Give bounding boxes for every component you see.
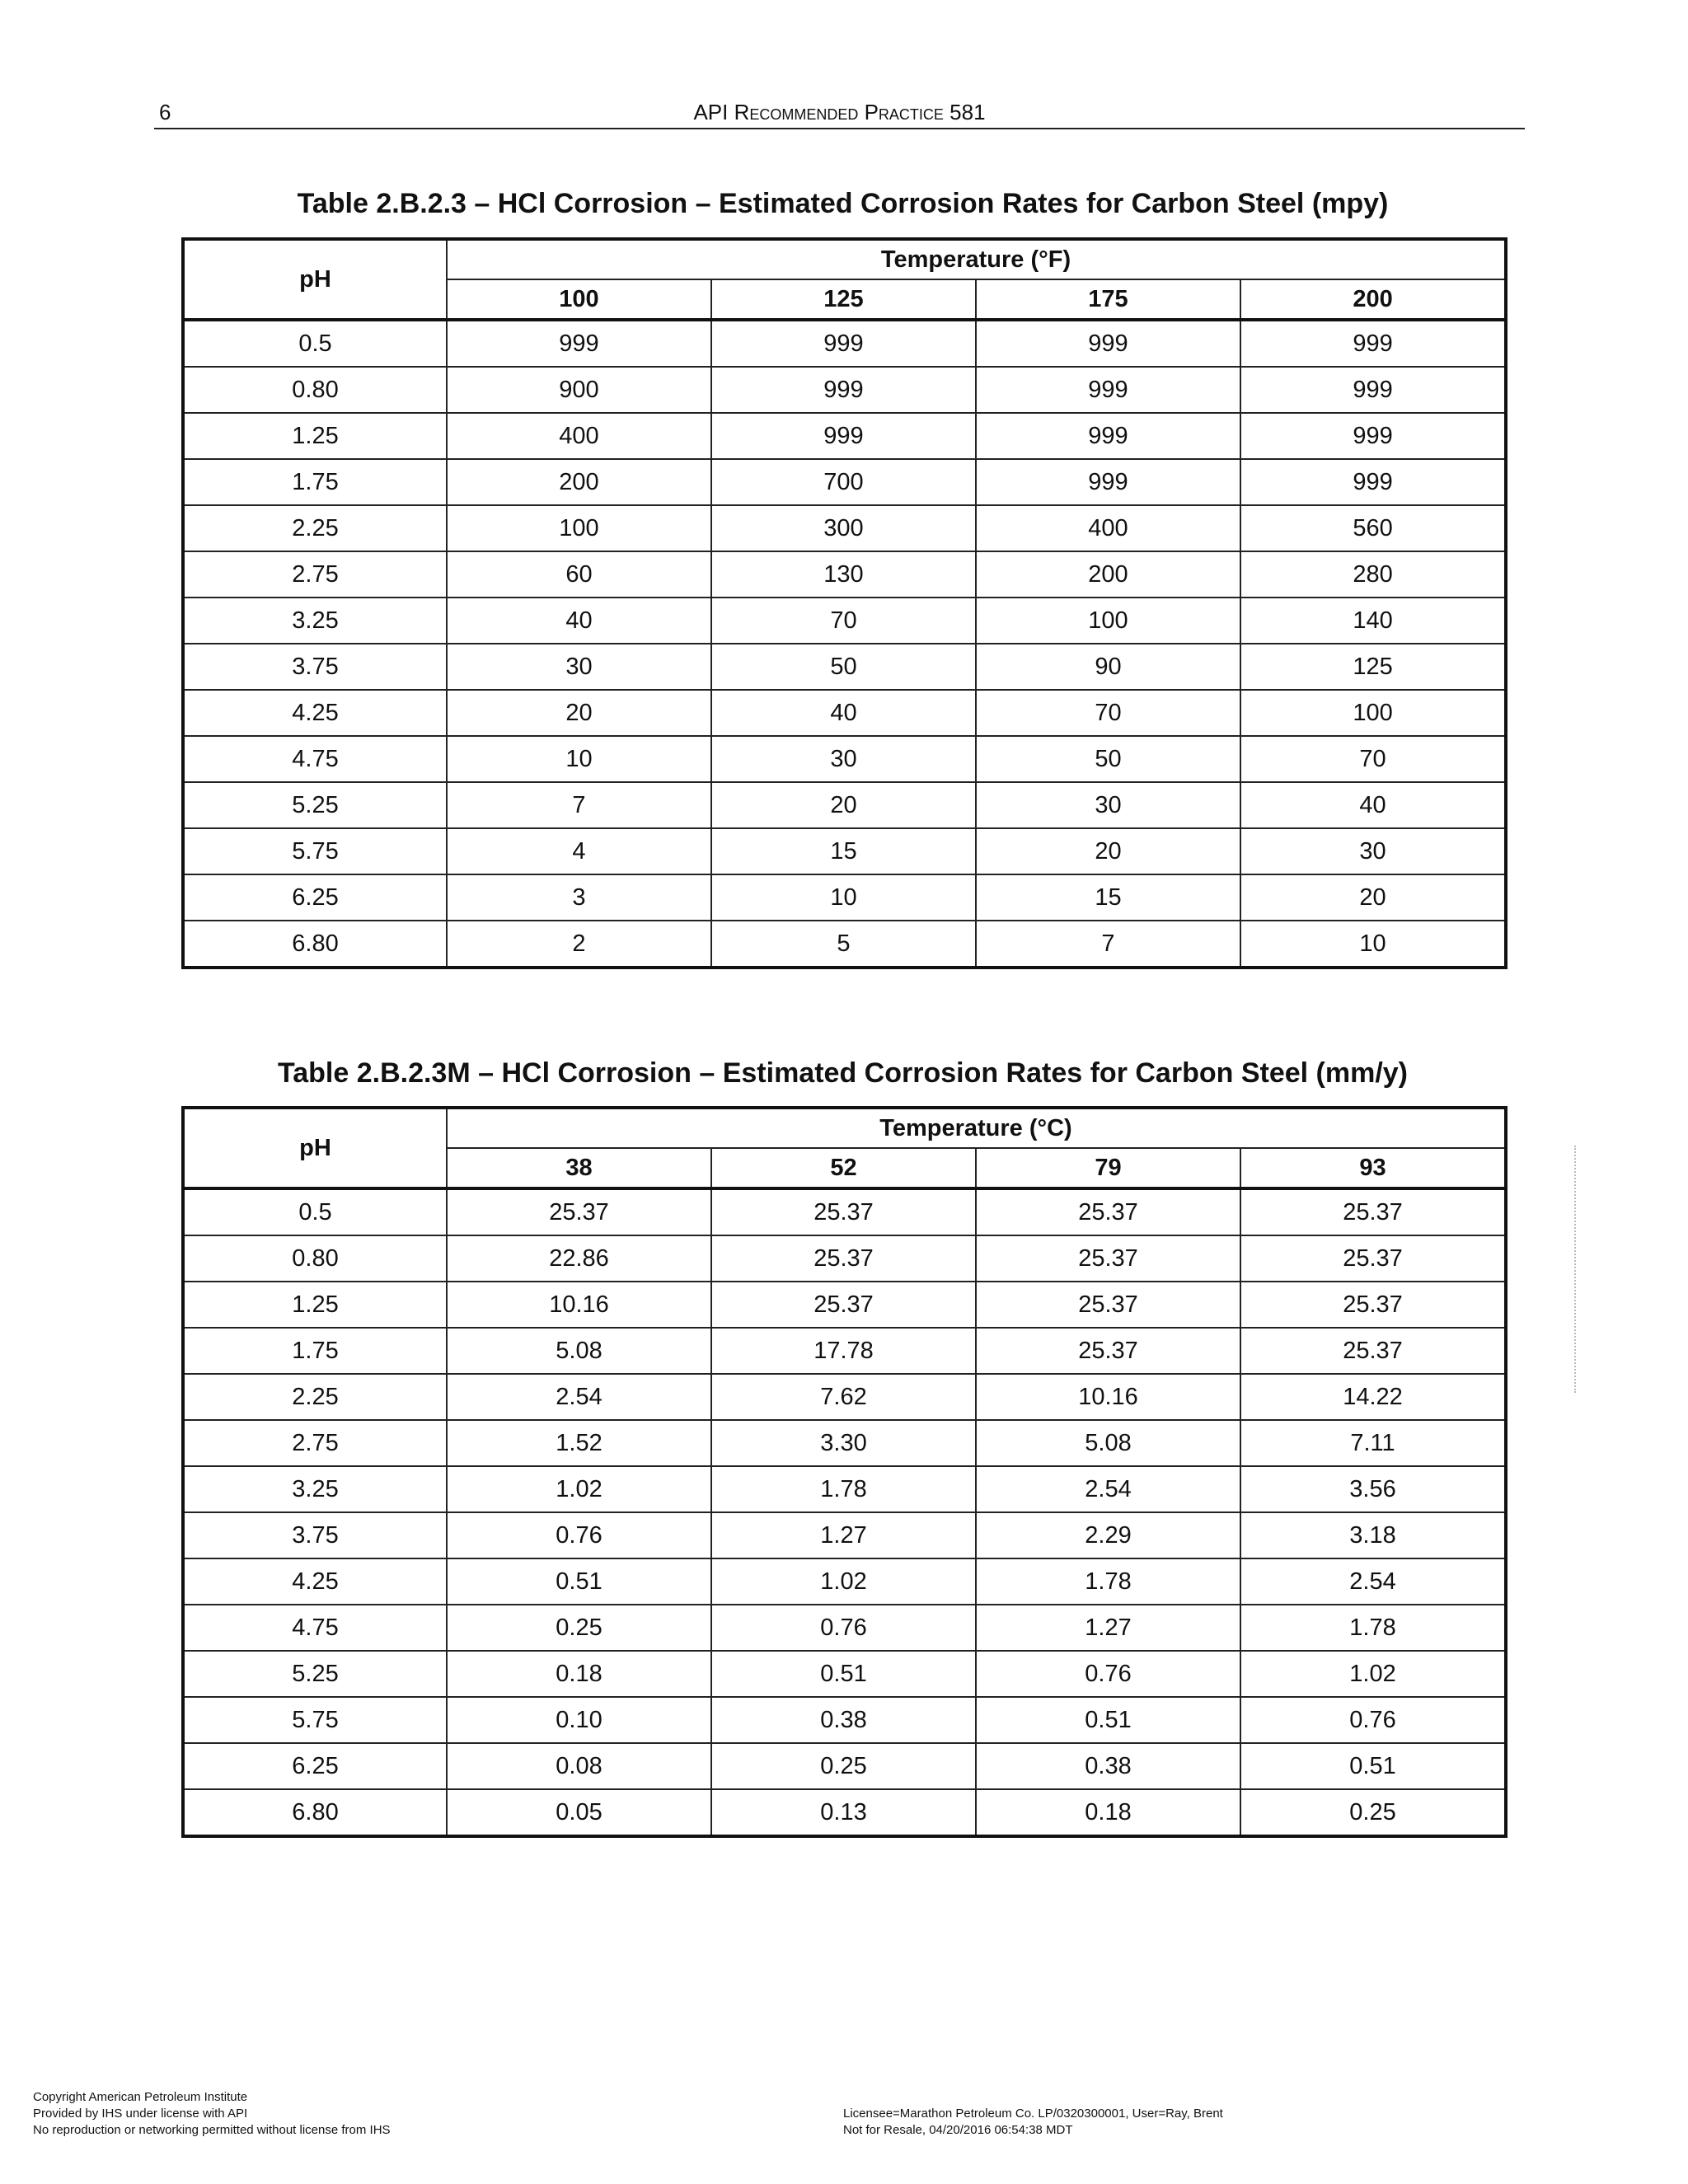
corrosion-rate-cell: 200 bbox=[447, 459, 711, 505]
table-row bbox=[183, 1697, 1506, 1743]
table-row bbox=[183, 551, 1506, 598]
corrosion-rate-cell: 999 bbox=[447, 320, 711, 367]
scan-edge-marks bbox=[1574, 1146, 1578, 1393]
corrosion-rate-cell: 25.37 bbox=[1240, 1235, 1506, 1282]
corrosion-rate-cell: 90 bbox=[976, 644, 1240, 690]
corrosion-rate-cell: 1.52 bbox=[447, 1420, 711, 1466]
corrosion-rate-cell: 0.51 bbox=[976, 1697, 1240, 1743]
table-row bbox=[183, 1188, 1506, 1235]
corrosion-rate-cell: 40 bbox=[447, 598, 711, 644]
corrosion-rate-cell: 30 bbox=[711, 736, 976, 782]
ph-value-cell: 5.25 bbox=[183, 782, 447, 828]
table-row bbox=[183, 598, 1506, 644]
corrosion-rate-cell: 0.76 bbox=[447, 1512, 711, 1558]
table-row bbox=[183, 690, 1506, 736]
corrosion-rate-cell: 10 bbox=[711, 874, 976, 921]
corrosion-rate-cell: 25.37 bbox=[711, 1282, 976, 1328]
corrosion-rate-cell: 100 bbox=[1240, 690, 1506, 736]
corrosion-rate-cell: 2 bbox=[447, 921, 711, 968]
corrosion-rate-cell: 0.38 bbox=[711, 1697, 976, 1743]
corrosion-rate-cell: 70 bbox=[976, 690, 1240, 736]
corrosion-rate-cell: 1.02 bbox=[1240, 1651, 1506, 1697]
corrosion-rate-cell: 25.37 bbox=[1240, 1188, 1506, 1235]
ph-column-header: pH bbox=[183, 239, 447, 320]
corrosion-rate-cell: 17.78 bbox=[711, 1328, 976, 1374]
temperature-column-header: 175 bbox=[976, 279, 1240, 320]
corrosion-rate-cell: 300 bbox=[711, 505, 976, 551]
corrosion-rate-cell: 0.13 bbox=[711, 1789, 976, 1836]
corrosion-rate-cell: 40 bbox=[1240, 782, 1506, 828]
corrosion-rate-cell: 2.29 bbox=[976, 1512, 1240, 1558]
ph-value-cell: 6.25 bbox=[183, 874, 447, 921]
ph-value-cell: 5.75 bbox=[183, 1697, 447, 1743]
table-row bbox=[183, 874, 1506, 921]
corrosion-rate-cell: 25.37 bbox=[976, 1188, 1240, 1235]
temperature-column-header: 79 bbox=[976, 1148, 1240, 1188]
corrosion-rate-cell: 5.08 bbox=[976, 1420, 1240, 1466]
ph-value-cell: 6.80 bbox=[183, 1789, 447, 1836]
table-row bbox=[183, 782, 1506, 828]
corrosion-rate-cell: 5.08 bbox=[447, 1328, 711, 1374]
corrosion-rate-cell: 900 bbox=[447, 367, 711, 413]
corrosion-rate-cell: 1.78 bbox=[1240, 1605, 1506, 1651]
corrosion-rate-cell: 10 bbox=[447, 736, 711, 782]
corrosion-rate-table-mmy bbox=[181, 1106, 1507, 1838]
corrosion-rate-cell: 7 bbox=[447, 782, 711, 828]
corrosion-rate-cell: 15 bbox=[976, 874, 1240, 921]
corrosion-rate-cell: 999 bbox=[976, 367, 1240, 413]
corrosion-rate-cell: 0.76 bbox=[1240, 1697, 1506, 1743]
ph-value-cell: 1.25 bbox=[183, 1282, 447, 1328]
table-row bbox=[183, 1789, 1506, 1836]
temperature-column-header: 52 bbox=[711, 1148, 976, 1188]
ph-value-cell: 2.25 bbox=[183, 505, 447, 551]
table-row bbox=[183, 1605, 1506, 1651]
corrosion-rate-cell: 14.22 bbox=[1240, 1374, 1506, 1420]
table2-caption: Table 2.B.2.3M – HCl Corrosion – Estimated Corrosion Rates for Carbon Steel (mm/y) bbox=[278, 1057, 1408, 1089]
table-row bbox=[183, 828, 1506, 874]
corrosion-rate-cell: 0.25 bbox=[447, 1605, 711, 1651]
table-row bbox=[183, 1282, 1506, 1328]
corrosion-rate-cell: 50 bbox=[976, 736, 1240, 782]
footer-line: Not for Resale, 04/20/2016 06:54:38 MDT bbox=[843, 2123, 1073, 2137]
table-row bbox=[183, 367, 1506, 413]
ph-value-cell: 3.75 bbox=[183, 1512, 447, 1558]
corrosion-rate-cell: 2.54 bbox=[447, 1374, 711, 1420]
corrosion-rate-cell: 3.30 bbox=[711, 1420, 976, 1466]
corrosion-rate-cell: 0.51 bbox=[711, 1651, 976, 1697]
temperature-column-header: 38 bbox=[447, 1148, 711, 1188]
corrosion-rate-cell: 7.11 bbox=[1240, 1420, 1506, 1466]
corrosion-rate-cell: 25.37 bbox=[976, 1282, 1240, 1328]
corrosion-rate-cell: 25.37 bbox=[976, 1328, 1240, 1374]
table-row bbox=[183, 736, 1506, 782]
corrosion-rate-cell: 20 bbox=[447, 690, 711, 736]
ph-value-cell: 4.25 bbox=[183, 1558, 447, 1605]
corrosion-rate-cell: 125 bbox=[1240, 644, 1506, 690]
license-footer bbox=[843, 2106, 1223, 2139]
table-row bbox=[183, 1651, 1506, 1697]
table-row bbox=[183, 320, 1506, 367]
table-row bbox=[183, 1420, 1506, 1466]
corrosion-rate-cell: 140 bbox=[1240, 598, 1506, 644]
table-row bbox=[183, 1235, 1506, 1282]
ph-value-cell: 0.5 bbox=[183, 320, 447, 367]
table-row bbox=[183, 1466, 1506, 1512]
corrosion-rate-cell: 999 bbox=[1240, 367, 1506, 413]
corrosion-rate-cell: 4 bbox=[447, 828, 711, 874]
temperature-column-header: 100 bbox=[447, 279, 711, 320]
corrosion-rate-cell: 0.18 bbox=[447, 1651, 711, 1697]
ph-value-cell: 2.75 bbox=[183, 551, 447, 598]
corrosion-rate-cell: 70 bbox=[1240, 736, 1506, 782]
table1-caption: Table 2.B.2.3 – HCl Corrosion – Estimated Corrosion Rates for Carbon Steel (mpy) bbox=[297, 188, 1389, 219]
table-row bbox=[183, 505, 1506, 551]
temperature-column-header: 125 bbox=[711, 279, 976, 320]
corrosion-rate-cell: 0.05 bbox=[447, 1789, 711, 1836]
corrosion-rate-cell: 0.18 bbox=[976, 1789, 1240, 1836]
ph-value-cell: 1.75 bbox=[183, 459, 447, 505]
ph-value-cell: 3.25 bbox=[183, 598, 447, 644]
corrosion-rate-cell: 3.18 bbox=[1240, 1512, 1506, 1558]
corrosion-rate-cell: 25.37 bbox=[1240, 1328, 1506, 1374]
corrosion-rate-cell: 1.78 bbox=[711, 1466, 976, 1512]
footer-line: No reproduction or networking permitted without license from IHS bbox=[33, 2123, 391, 2137]
corrosion-rate-cell: 1.78 bbox=[976, 1558, 1240, 1605]
corrosion-rate-cell: 100 bbox=[976, 598, 1240, 644]
corrosion-rate-cell: 0.51 bbox=[1240, 1743, 1506, 1789]
ph-value-cell: 4.25 bbox=[183, 690, 447, 736]
corrosion-rate-cell: 999 bbox=[1240, 459, 1506, 505]
footer-line: Provided by IHS under license with API bbox=[33, 2107, 248, 2121]
ph-value-cell: 1.25 bbox=[183, 413, 447, 459]
corrosion-rate-cell: 25.37 bbox=[447, 1188, 711, 1235]
corrosion-rate-cell: 5 bbox=[711, 921, 976, 968]
temperature-group-header: Temperature (°C) bbox=[447, 1108, 1506, 1148]
ph-value-cell: 3.25 bbox=[183, 1466, 447, 1512]
corrosion-rate-cell: 22.86 bbox=[447, 1235, 711, 1282]
corrosion-rate-cell: 30 bbox=[1240, 828, 1506, 874]
corrosion-rate-cell: 30 bbox=[976, 782, 1240, 828]
corrosion-rate-cell: 560 bbox=[1240, 505, 1506, 551]
corrosion-rate-cell: 200 bbox=[976, 551, 1240, 598]
corrosion-rate-cell: 0.25 bbox=[1240, 1789, 1506, 1836]
ph-column-header: pH bbox=[183, 1108, 447, 1188]
corrosion-rate-cell: 0.38 bbox=[976, 1743, 1240, 1789]
corrosion-rate-cell: 0.25 bbox=[711, 1743, 976, 1789]
corrosion-rate-cell: 1.27 bbox=[976, 1605, 1240, 1651]
table-row bbox=[183, 1374, 1506, 1420]
corrosion-rate-cell: 999 bbox=[976, 320, 1240, 367]
ph-value-cell: 0.80 bbox=[183, 1235, 447, 1282]
corrosion-rate-cell: 0.10 bbox=[447, 1697, 711, 1743]
corrosion-rate-cell: 3.56 bbox=[1240, 1466, 1506, 1512]
ph-value-cell: 4.75 bbox=[183, 736, 447, 782]
corrosion-rate-cell: 7 bbox=[976, 921, 1240, 968]
table-row bbox=[183, 1558, 1506, 1605]
corrosion-rate-cell: 10.16 bbox=[447, 1282, 711, 1328]
corrosion-rate-cell: 100 bbox=[447, 505, 711, 551]
corrosion-rate-cell: 25.37 bbox=[711, 1188, 976, 1235]
ph-value-cell: 2.25 bbox=[183, 1374, 447, 1420]
corrosion-rate-cell: 999 bbox=[711, 413, 976, 459]
corrosion-rate-cell: 400 bbox=[447, 413, 711, 459]
table-row bbox=[183, 644, 1506, 690]
corrosion-rate-cell: 70 bbox=[711, 598, 976, 644]
corrosion-rate-cell: 20 bbox=[976, 828, 1240, 874]
corrosion-rate-cell: 40 bbox=[711, 690, 976, 736]
corrosion-rate-cell: 15 bbox=[711, 828, 976, 874]
page-number: 6 bbox=[159, 100, 171, 124]
corrosion-rate-cell: 999 bbox=[976, 459, 1240, 505]
temperature-column-header: 200 bbox=[1240, 279, 1506, 320]
corrosion-rate-cell: 280 bbox=[1240, 551, 1506, 598]
corrosion-rate-cell: 3 bbox=[447, 874, 711, 921]
corrosion-rate-cell: 20 bbox=[711, 782, 976, 828]
corrosion-rate-cell: 25.37 bbox=[1240, 1282, 1506, 1328]
copyright-footer bbox=[33, 2089, 391, 2139]
table-row bbox=[183, 1328, 1506, 1374]
corrosion-rate-cell: 7.62 bbox=[711, 1374, 976, 1420]
table-row bbox=[183, 413, 1506, 459]
ph-value-cell: 3.75 bbox=[183, 644, 447, 690]
table-row bbox=[183, 921, 1506, 968]
temperature-column-header: 93 bbox=[1240, 1148, 1506, 1188]
ph-value-cell: 2.75 bbox=[183, 1420, 447, 1466]
corrosion-rate-cell: 999 bbox=[976, 413, 1240, 459]
corrosion-rate-cell: 25.37 bbox=[976, 1235, 1240, 1282]
corrosion-rate-cell: 20 bbox=[1240, 874, 1506, 921]
ph-value-cell: 1.75 bbox=[183, 1328, 447, 1374]
corrosion-rate-cell: 30 bbox=[447, 644, 711, 690]
ph-value-cell: 0.80 bbox=[183, 367, 447, 413]
running-title: API Recommended Practice 581 bbox=[693, 100, 986, 124]
corrosion-rate-cell: 999 bbox=[1240, 413, 1506, 459]
corrosion-rate-cell: 0.51 bbox=[447, 1558, 711, 1605]
table-row bbox=[183, 1743, 1506, 1789]
corrosion-rate-cell: 1.27 bbox=[711, 1512, 976, 1558]
corrosion-rate-cell: 1.02 bbox=[711, 1558, 976, 1605]
corrosion-rate-cell: 25.37 bbox=[711, 1235, 976, 1282]
corrosion-rate-cell: 999 bbox=[711, 320, 976, 367]
corrosion-rate-cell: 2.54 bbox=[976, 1466, 1240, 1512]
table-row bbox=[183, 1512, 1506, 1558]
ph-value-cell: 6.25 bbox=[183, 1743, 447, 1789]
ph-value-cell: 5.25 bbox=[183, 1651, 447, 1697]
corrosion-rate-cell: 999 bbox=[711, 367, 976, 413]
footer-line: Licensee=Marathon Petroleum Co. LP/0320300001, User=Ray, Brent bbox=[843, 2107, 1223, 2121]
corrosion-rate-cell: 2.54 bbox=[1240, 1558, 1506, 1605]
footer-line: Copyright American Petroleum Institute bbox=[33, 2090, 248, 2104]
corrosion-rate-cell: 10.16 bbox=[976, 1374, 1240, 1420]
corrosion-rate-cell: 130 bbox=[711, 551, 976, 598]
ph-value-cell: 0.5 bbox=[183, 1188, 447, 1235]
table-row bbox=[183, 459, 1506, 505]
ph-value-cell: 4.75 bbox=[183, 1605, 447, 1651]
corrosion-rate-cell: 50 bbox=[711, 644, 976, 690]
temperature-group-header: Temperature (°F) bbox=[447, 239, 1506, 279]
corrosion-rate-cell: 10 bbox=[1240, 921, 1506, 968]
ph-value-cell: 5.75 bbox=[183, 828, 447, 874]
corrosion-rate-cell: 0.08 bbox=[447, 1743, 711, 1789]
corrosion-rate-cell: 0.76 bbox=[711, 1605, 976, 1651]
corrosion-rate-cell: 60 bbox=[447, 551, 711, 598]
corrosion-rate-cell: 999 bbox=[1240, 320, 1506, 367]
corrosion-rate-table-mpy bbox=[181, 237, 1507, 969]
corrosion-rate-cell: 700 bbox=[711, 459, 976, 505]
ph-value-cell: 6.80 bbox=[183, 921, 447, 968]
corrosion-rate-cell: 1.02 bbox=[447, 1466, 711, 1512]
corrosion-rate-cell: 400 bbox=[976, 505, 1240, 551]
page-header bbox=[154, 95, 1525, 129]
corrosion-rate-cell: 0.76 bbox=[976, 1651, 1240, 1697]
